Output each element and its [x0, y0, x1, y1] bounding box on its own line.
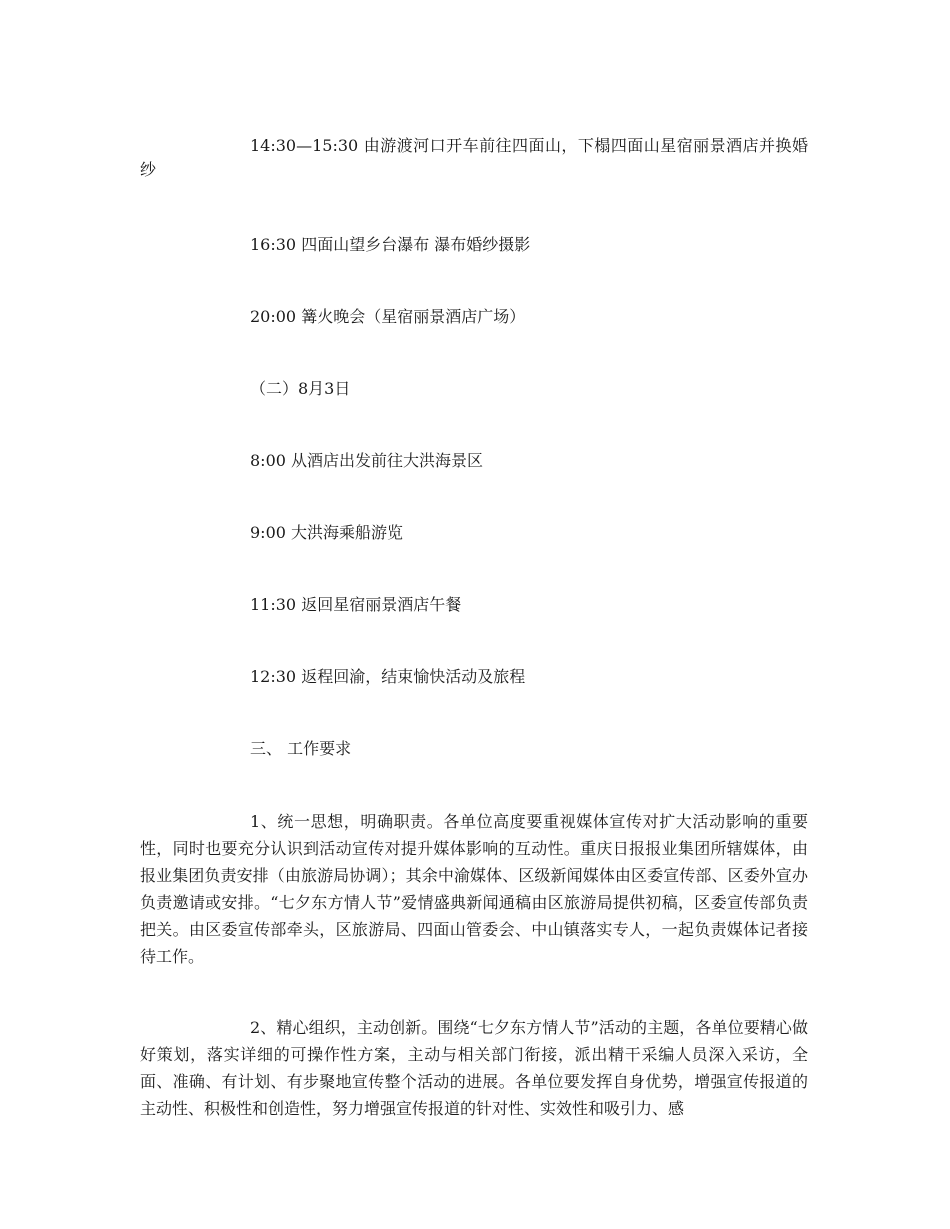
day2-heading: （二）8月3日 — [250, 379, 351, 398]
section-heading-work-requirements: 三、 工作要求 — [250, 739, 352, 758]
schedule-item-day1-1: 14:30—15:30 由游渡河口开车前往四面山，下榻四面山星宿丽景酒店并换婚纱 — [140, 136, 808, 179]
requirement-paragraph-2: 2、精心组织，主动创新。围绕“七夕东方情人节”活动的主题，各单位要精心做好策划，落实详细的可操作性方案，主动与相关部门衔接，派出精干采编人员深入采访，全面、准确、有计划、有步聚地宣传整个活动的进展。各单位要发挥自身优势，增强宣传报道的主动性、积极性和创造性，努力增强宣传报道的针对性、实效性和吸引力、感 — [140, 1018, 808, 1118]
schedule-item-day2-3: 11:30 返回星宿丽景酒店午餐 — [250, 595, 462, 614]
schedule-item-day1-2: 16:30 四面山望乡台瀑布 瀑布婚纱摄影 — [250, 235, 531, 254]
requirement-paragraph-1: 1、统一思想，明确职责。各单位高度要重视媒体宣传对扩大活动影响的重要性，同时也要充分认识到活动宣传对提升媒体影响的互动性。重庆日报报业集团所辖媒体，由报业集团负责安排（由旅游局协调）；其余中渝媒体、区级新闻媒体由区委宣传部、区委外宣办负责邀请或安排。“七夕东方情人节”爱情盛典新闻通稿由区旅游局提供初稿，区委宣传部负责把关。由区委宣传部牵头，区旅游局、四面山管委会、中山镇落实专人，一起负责媒体记者接待工作。 — [140, 812, 808, 966]
schedule-item-day2-1: 8:00 从酒店出发前往大洪海景区 — [250, 451, 484, 470]
schedule-item-day2-4: 12:30 返程回渝，结束愉快活动及旅程 — [250, 667, 526, 686]
schedule-item-day1-3: 20:00 篝火晚会（星宿丽景酒店广场） — [250, 307, 526, 326]
schedule-item-day2-2: 9:00 大洪海乘船游览 — [250, 523, 404, 542]
